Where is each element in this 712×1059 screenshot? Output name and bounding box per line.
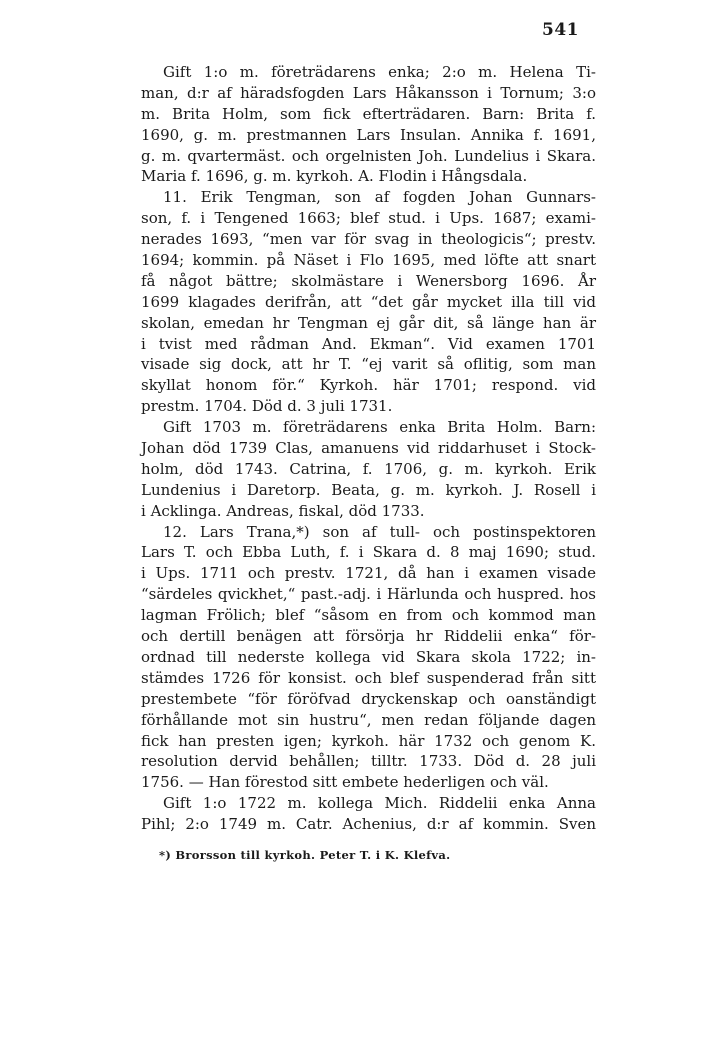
text-line: nerades 1693, “men var för svag in theologicis“; prestv. [141,230,596,249]
text-line: i Ups. 1711 och prestv. 1721, då han i examen visade [141,564,596,583]
text-line: Gift 1:o 1722 m. kollega Mich. Riddelii enka Anna [163,794,596,813]
text-line: skyllat honom för.“ Kyrkoh. här 1701; respond. vid [141,376,596,395]
text-line: son, f. i Tengened 1663; blef stud. i Ups. 1687; exami- [141,209,596,228]
text-line: 1694; kommin. på Näset i Flo 1695, med löfte att snart [141,251,596,270]
text-line: få något bättre; skolmästare i Wenersborg 1696. År [141,271,596,290]
text-line: 1690, g. m. prestmannen Lars Insulan. Annika f. 1691, [141,125,596,144]
text-line: m. Brita Holm, som fick efterträdaren. Barn: Brita f. [141,104,596,123]
text-line: g. m. qvartermäst. och orgelnisten Joh. Lundelius i Skara. [141,146,596,165]
text-line: resolution dervid behållen; tilltr. 1733. Död d. 28 juli [141,752,596,771]
text-line: 1699 klagades derifrån, att “det går mycket illa till vid [141,292,596,311]
footnote: *) Brorsson till kyrkoh. Peter T. i K. Klefva. [159,848,451,862]
text-line: 1756. — Han förestod sitt embete hederligen och väl. [141,773,549,792]
text-line: Gift 1703 m. företrädarens enka Brita Holm. Barn: [163,418,596,437]
text-line: visade sig dock, att hr T. “ej varit så oflitig, som man [141,355,596,374]
text-line: 12. Lars Trana,*) son af tull- och postinspektoren [163,522,596,541]
text-line: holm, död 1743. Catrina, f. 1706, g. m. kyrkoh. Erik [141,459,596,478]
body-text [141,62,596,835]
text-line: 11. Erik Tengman, son af fogden Johan Gunnars- [163,188,596,207]
text-line: i tvist med rådman And. Ekman“. Vid examen 1701 [141,334,596,353]
text-line: lagman Frölich; blef “såsom en from och kommod man [141,606,596,625]
text-line: “särdeles qvickhet,“ past.-adj. i Härlunda och huspred. hos [141,585,596,604]
text-line: och dertill benägen att försörja hr Riddelii enka“ för- [141,627,596,646]
text-line: i Acklinga. Andreas, fiskal, död 1733. [141,501,425,520]
text-line: Maria f. 1696, g. m. kyrkoh. A. Flodin i Hångsdala. [141,167,528,186]
text-line: fick han presten igen; kyrkoh. här 1732 och genom K. [141,731,596,750]
text-line: ordnad till nederste kollega vid Skara skola 1722; in- [141,647,596,666]
text-line: Gift 1:o m. företrädarens enka; 2:o m. Helena Ti- [163,63,596,81]
text-line: Lars T. och Ebba Luth, f. i Skara d. 8 maj 1690; stud. [141,543,596,562]
text-line: prestembete “för föröfvad dryckenskap och oanständigt [141,689,596,708]
text-line: stämdes 1726 för konsist. och blef suspenderad från sitt [141,668,596,687]
page-number: 541 [542,20,579,40]
text-line: prestm. 1704. Död d. 3 juli 1731. [141,397,393,416]
text-line: Lundenius i Daretorp. Beata, g. m. kyrkoh. J. Rosell i [141,480,596,499]
text-line: förhållande mot sin hustru“, men redan följande dagen [141,710,596,729]
text-line: man, d:r af häradsfogden Lars Håkansson i Tornum; 3:o [141,83,596,102]
text-line: Johan död 1739 Clas, amanuens vid riddarhuset i Stock- [141,439,596,458]
text-line: Pihl; 2:o 1749 m. Catr. Achenius, d:r af kommin. Sven [141,815,596,834]
text-line: skolan, emedan hr Tengman ej går dit, så länge han är [141,313,596,332]
